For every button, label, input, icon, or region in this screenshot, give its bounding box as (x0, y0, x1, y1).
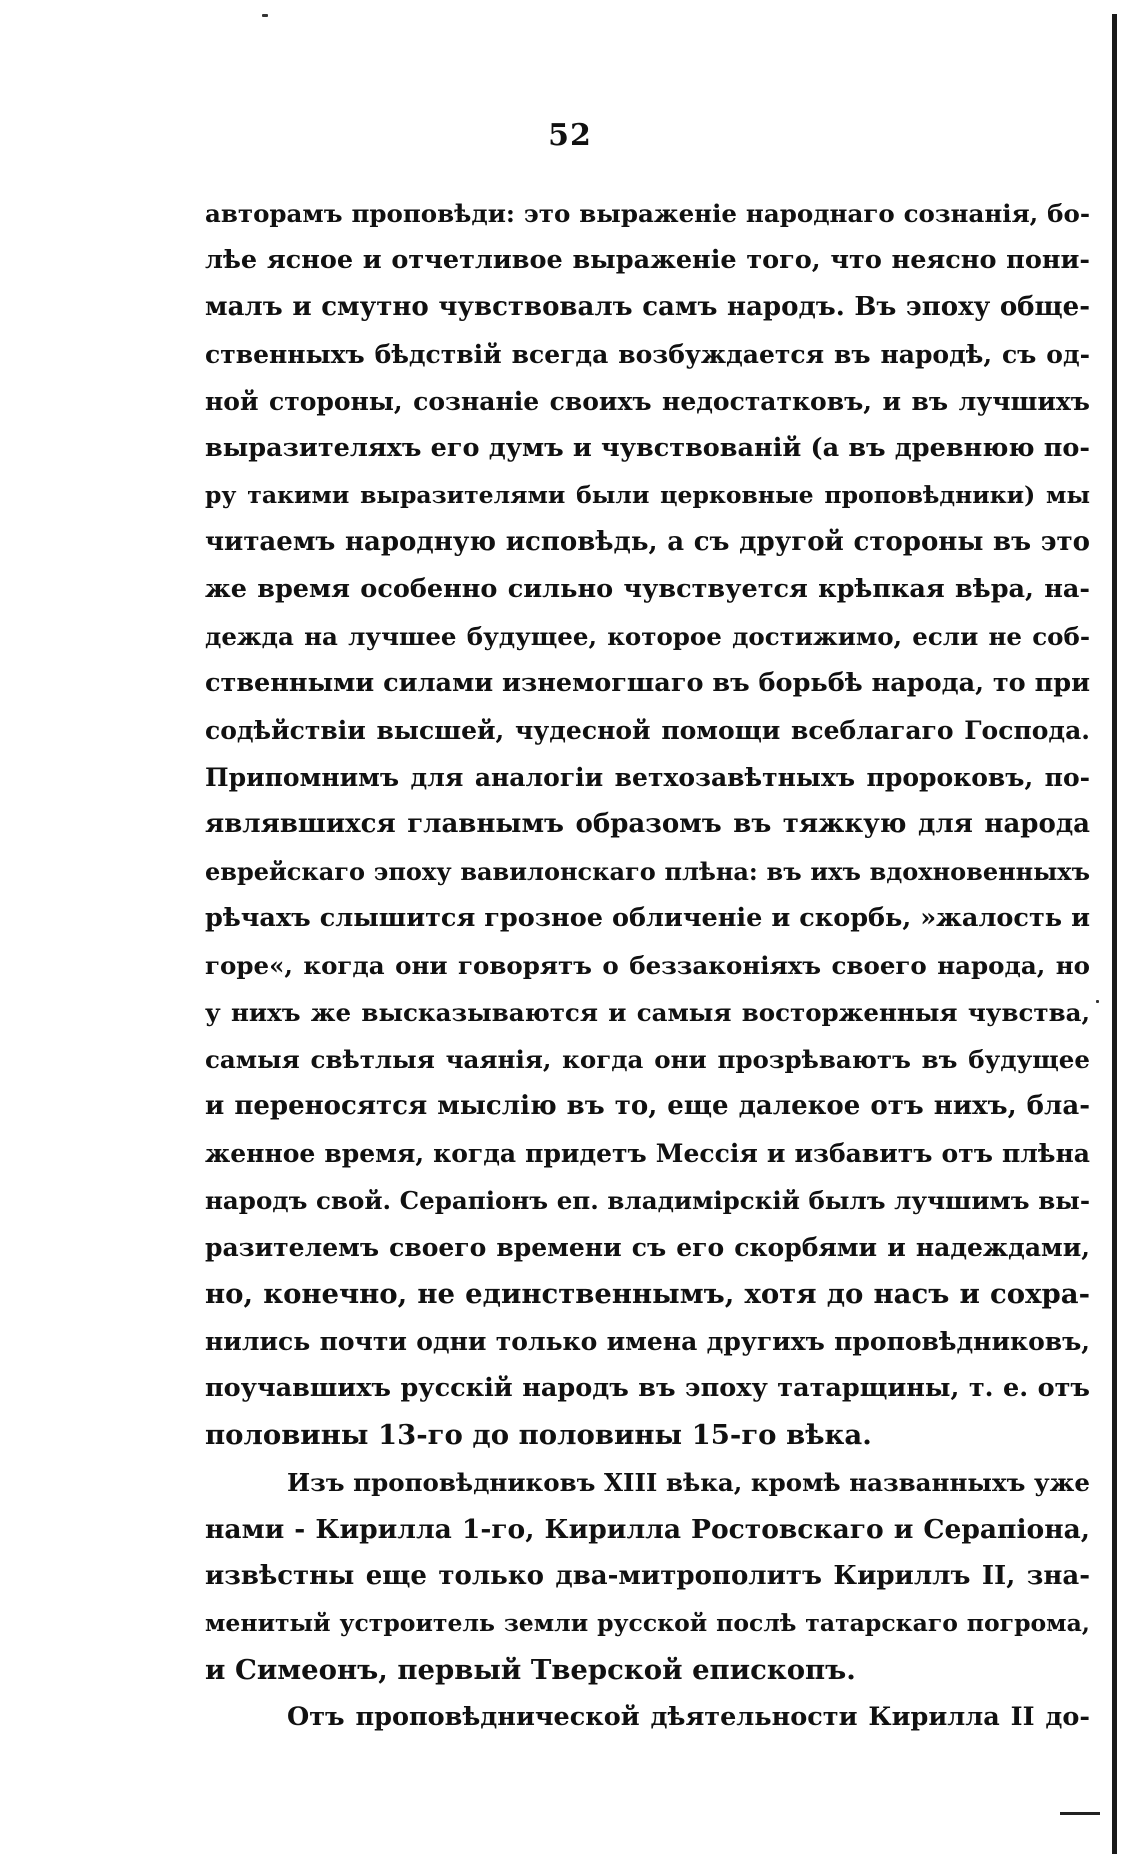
body-text (205, 190, 1090, 1741)
text-line: женное время, когда придетъ Мессія и избавитъ отъ плѣна (205, 1139, 1090, 1168)
paper-speck (262, 14, 268, 17)
text-line: менитый устроитель земли русской послѣ татарскаго погрома, (205, 1609, 1090, 1637)
text-line: ной стороны, сознаніе своихъ недостатковъ, и въ лучшихъ (205, 387, 1090, 416)
text-line: извѣстны еще только два-митрополитъ Кириллъ II, зна- (205, 1561, 1090, 1591)
text-line: являвшихся главнымъ образомъ въ тяжкую для народа (205, 809, 1090, 839)
page-edge-line (1112, 14, 1117, 1854)
text-line: половины 13-го до половины 15-го вѣка. (205, 1419, 872, 1451)
paragraph-3 (205, 1694, 1090, 1741)
page-bottom-mark (1060, 1812, 1100, 1815)
text-line: Припомнимъ для аналогіи ветхозавѣтныхъ пророковъ, по- (205, 763, 1090, 792)
text-line: дежда на лучшее будущее, которое достижимо, если не соб- (205, 622, 1090, 651)
paragraph-1 (205, 190, 1090, 1459)
paragraph-2 (205, 1459, 1090, 1694)
text-line: ственныхъ бѣдствій всегда возбуждается въ народѣ, съ од- (205, 340, 1090, 369)
text-line: поучавшихъ русскій народъ въ эпоху татарщины, т. е. отъ (205, 1373, 1090, 1403)
text-line: Изъ проповѣдниковъ XIII вѣка, кромѣ названныхъ уже (287, 1468, 1090, 1497)
text-line: авторамъ проповѣди: это выраженіе народнаго сознанія, бо- (205, 199, 1090, 228)
text-line: ственными силами изнемогшаго въ борьбѣ народа, то при (205, 668, 1090, 698)
text-line: но, конечно, не единственнымъ, хотя до насъ и сохра- (205, 1278, 1090, 1310)
text-line: же время особенно сильно чувствуется крѣпкая вѣра, на- (205, 574, 1090, 604)
page-number: 52 (548, 118, 592, 153)
text-line: нились почти одни только имена другихъ проповѣдниковъ, (205, 1327, 1090, 1356)
text-line: еврейскаго эпоху вавилонскаго плѣна: въ ихъ вдохновенныхъ (205, 857, 1090, 886)
text-line: самыя свѣтлыя чаянія, когда они прозрѣваютъ въ будущее (205, 1045, 1090, 1074)
text-line: ру такими выразителями были церковные проповѣдники) мы (205, 481, 1090, 509)
text-line: Отъ проповѣднической дѣятельности Кирилла II до- (287, 1702, 1090, 1732)
text-line: нами - Кирилла 1-го, Кирилла Ростовскаго и Серапіона, (205, 1514, 1090, 1545)
paper-speck (1096, 1000, 1099, 1003)
text-line: народъ свой. Серапіонъ еп. владимірскій былъ лучшимъ вы- (205, 1186, 1090, 1215)
text-line: лѣе ясное и отчетливое выраженіе того, что неясно пони- (205, 245, 1090, 275)
text-line: и переносятся мыслію въ то, еще далекое отъ нихъ, бла- (205, 1091, 1090, 1121)
text-line: малъ и смутно чувствовалъ самъ народъ. Въ эпоху обще- (205, 292, 1090, 322)
text-line: читаемъ народную исповѣдь, а съ другой стороны въ это (205, 527, 1090, 557)
text-line: выразителяхъ его думъ и чувствованій (а въ древнюю по- (205, 433, 1090, 463)
text-line: горе«, когда они говорятъ о беззаконіяхъ своего народа, но (205, 951, 1090, 980)
text-line: рѣчахъ слышится грозное обличеніе и скорбь, »жалость и (205, 903, 1090, 933)
text-line: и Симеонъ, первый Тверской епископъ. (205, 1654, 856, 1686)
text-line: содѣйствіи высшей, чудесной помощи всеблагаго Господа. (205, 716, 1090, 745)
text-line: разителемъ своего времени съ его скорбями и надеждами, (205, 1233, 1090, 1262)
text-line: у нихъ же высказываются и самыя восторженныя чувства, (205, 998, 1090, 1027)
